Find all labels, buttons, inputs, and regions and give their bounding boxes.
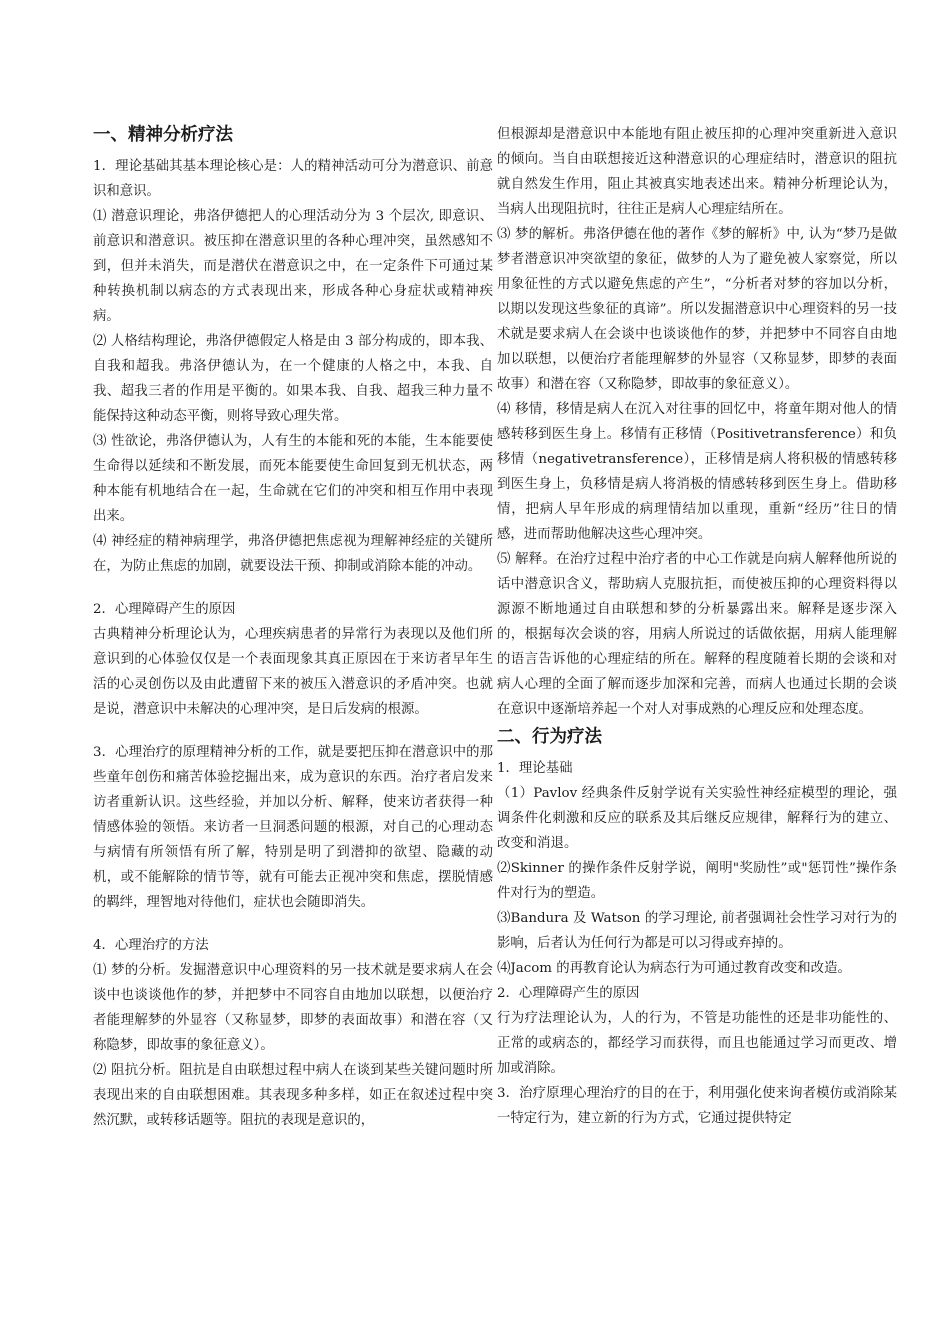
- paragraph: ⑷ 移情，移情是病人在沉入对往事的回忆中，将童年期对他人的情感转移到医生身上。移情有正移情（Positivetransference）和负移情（negativetransference），正移情是病人将积极的情感转移到医生身上，负移情是病人将消极的情感转移到医生身上。借助移情，把病人早年形成的病理情结加以重现，重新“经历”往日的情感，进而帮助他解决这些心理冲突。: [497, 402, 897, 542]
- paragraph: 但根源却是潜意识中本能地有阻止被压抑的心理冲突重新进入意识的倾向。当自由联想接近这种潜意识的心理症结时，潜意识的阻抗就自然发生作用，阻止其被真实地表述出来。精神分析理论认为，当病人出现阻抗时，往往正是病人心理症结所在。: [497, 127, 897, 217]
- paragraph: ⑶ 梦的解析。弗洛伊德在他的著作《梦的解析》中, 认为“梦乃是做梦者潜意识冲突欲望的象征，做梦的人为了避免被人家察觉，所以用象征性的方式以避免焦虑的产生”，“分析者对梦的容加以分析，以期以发现这些象征的真谛”。所以发掘潜意识中心理资料的另一技术就是要求病人在会谈中也谈谈他作的梦，并把梦中不同容自由地加以联想，以便治疗者能理解梦的外显容（又称显梦，即梦的表面故事）和潜在容（又称隐梦，即故事的象征意义）。: [497, 227, 897, 392]
- paragraph: ⑷ 神经症的精神病理学，弗洛伊德把焦虑视为理解神经症的关键所在，为防止焦虑的加剧，就要设法干预、抑制或消除本能的冲动。: [93, 534, 493, 574]
- right-column: [497, 122, 897, 1131]
- paragraph: ⑴ 潜意识理论，弗洛伊德把人的心理活动分为 3 个层次, 即意识、前意识和潜意识。被压抑在潜意识里的各种心理冲突，虽然感知不到，但并未消失，而是潜伏在潜意识之中，在一定条件下可通过某种转换机制以病态的方式表现出来，形成各种心身症状或精神疾病。: [93, 209, 493, 324]
- paragraph: ⑶ 性欲论，弗洛伊德认为，人有生的本能和死的本能，生本能要使生命得以延续和不断发展，而死本能要使生命回复到无机状态，两种本能有机地结合在一起，生命就在它们的冲突和相互作用中表现出来。: [93, 434, 493, 524]
- paragraph: 古典精神分析理论认为，心理疾病患者的异常行为表现以及他们所意识到的心体验仅仅是一个表面现象其真正原因在于来访者早年生活的心灵创伤以及由此遭留下来的被压入潜意识的矛盾冲突。也就是说，潜意识中未解决的心理冲突，是日后发病的根源。: [93, 627, 493, 717]
- paragraph: （1）Pavlov 经典条件反射学说有关实验性神经症模型的理论，强调条件化刺激和反应的联系及其后继反应规律，解释行为的建立、改变和消退。: [497, 786, 897, 851]
- subheading: 2．心理障碍产生的原因: [497, 986, 640, 1001]
- paragraph: ⑵ 阻抗分析。阻抗是自由联想过程中病人在谈到某些关键问题时所表现出来的自由联想困难。其表现多种多样，如正在叙述过程中突然沉默，或转移话题等。阻抗的表现是意识的，: [93, 1063, 493, 1128]
- section-heading-behavior-therapy: 二、行为疗法: [497, 727, 602, 747]
- subheading: 1．理论基础: [497, 761, 573, 776]
- paragraph: ⑷Jacom 的再教育论认为病态行为可通过教育改变和改造。: [497, 961, 851, 976]
- paragraph: ⑶Bandura 及 Watson 的学习理论, 前者强调社会性学习对行为的影响，后者认为任何行为都是可以习得或弃掉的。: [497, 911, 897, 951]
- paragraph: ⑵Skinner 的操作条件反射学说，阐明"奖励性”或"惩罚性”操作条件对行为的塑造。: [497, 861, 897, 901]
- paragraph: ⑵ 人格结构理论，弗洛伊德假定人格是由 3 部分构成的，即本我、自我和超我。弗洛伊德认为，在一个健康的人格之中，本我、自我、超我三者的作用是平衡的。如果本我、自我、超我三种力量不能保持这种动态平衡，则将导致心理失常。: [93, 334, 493, 424]
- section-heading-psychoanalysis: 一、精神分析疗法: [93, 125, 233, 145]
- paragraph: ⑴ 梦的分析。发掘潜意识中心理资料的另一技术就是要求病人在会谈中也谈谈他作的梦，并把梦中不同容自由地加以联想，以便治疗者能理解梦的外显容（又称显梦，即梦的表面故事）和潜在容（又称隐梦，即故事的象征意义）。: [93, 963, 493, 1053]
- paragraph: 3．治疗原理心理治疗的目的在于，利用强化使来询者模仿或消除某一特定行为，建立新的行为方式，它通过提供特定: [497, 1086, 897, 1126]
- paragraph: ⑸ 解释。在治疗过程中治疗者的中心工作就是向病人解释他所说的话中潜意识含义，帮助病人克服抗拒，而使被压抑的心理资料得以源源不断地通过自由联想和梦的分析暴露出来。解释是逐步深入的，根据每次会谈的容，用病人所说过的话做依据，用病人能理解的语言告诉他的心理症结的所在。解释的程度随着长期的会谈和对病人心理的全面了解而逐步加深和完善，而病人也通过长期的会谈在意识中逐渐培养起一个对人对事成熟的心理反应和处理态度。: [497, 552, 897, 717]
- paragraph: 3．心理治疗的原理精神分析的工作，就是要把压抑在潜意识中的那些童年创伤和痛苦体验挖掘出来，成为意识的东西。治疗者启发来访者重新认识。这些经验，并加以分析、解释，使来访者获得一种情感体验的领悟。来访者一旦洞悉问题的根源，对自己的心理动态与病情有所领悟有所了解，特别是明了到潜抑的欲望、隐藏的动机，或不能解除的情节等，就有可能去正视冲突和焦虑，摆脱情感的羁绊，理智地对待他们，症状也会随即消失。: [93, 745, 493, 910]
- left-column: [93, 120, 493, 1133]
- paragraph: 1．理论基础其基本理论核心是：人的精神活动可分为潜意识、前意识和意识。: [93, 159, 493, 199]
- paragraph: 行为疗法理论认为，人的行为，不管是功能性的还是非功能性的、正常的或病态的，都经学习而获得，而且也能通过学习而更改、增加或消除。: [497, 1011, 897, 1076]
- subheading: 2．心理障碍产生的原因: [93, 602, 236, 617]
- subheading: 4．心理治疗的方法: [93, 938, 209, 953]
